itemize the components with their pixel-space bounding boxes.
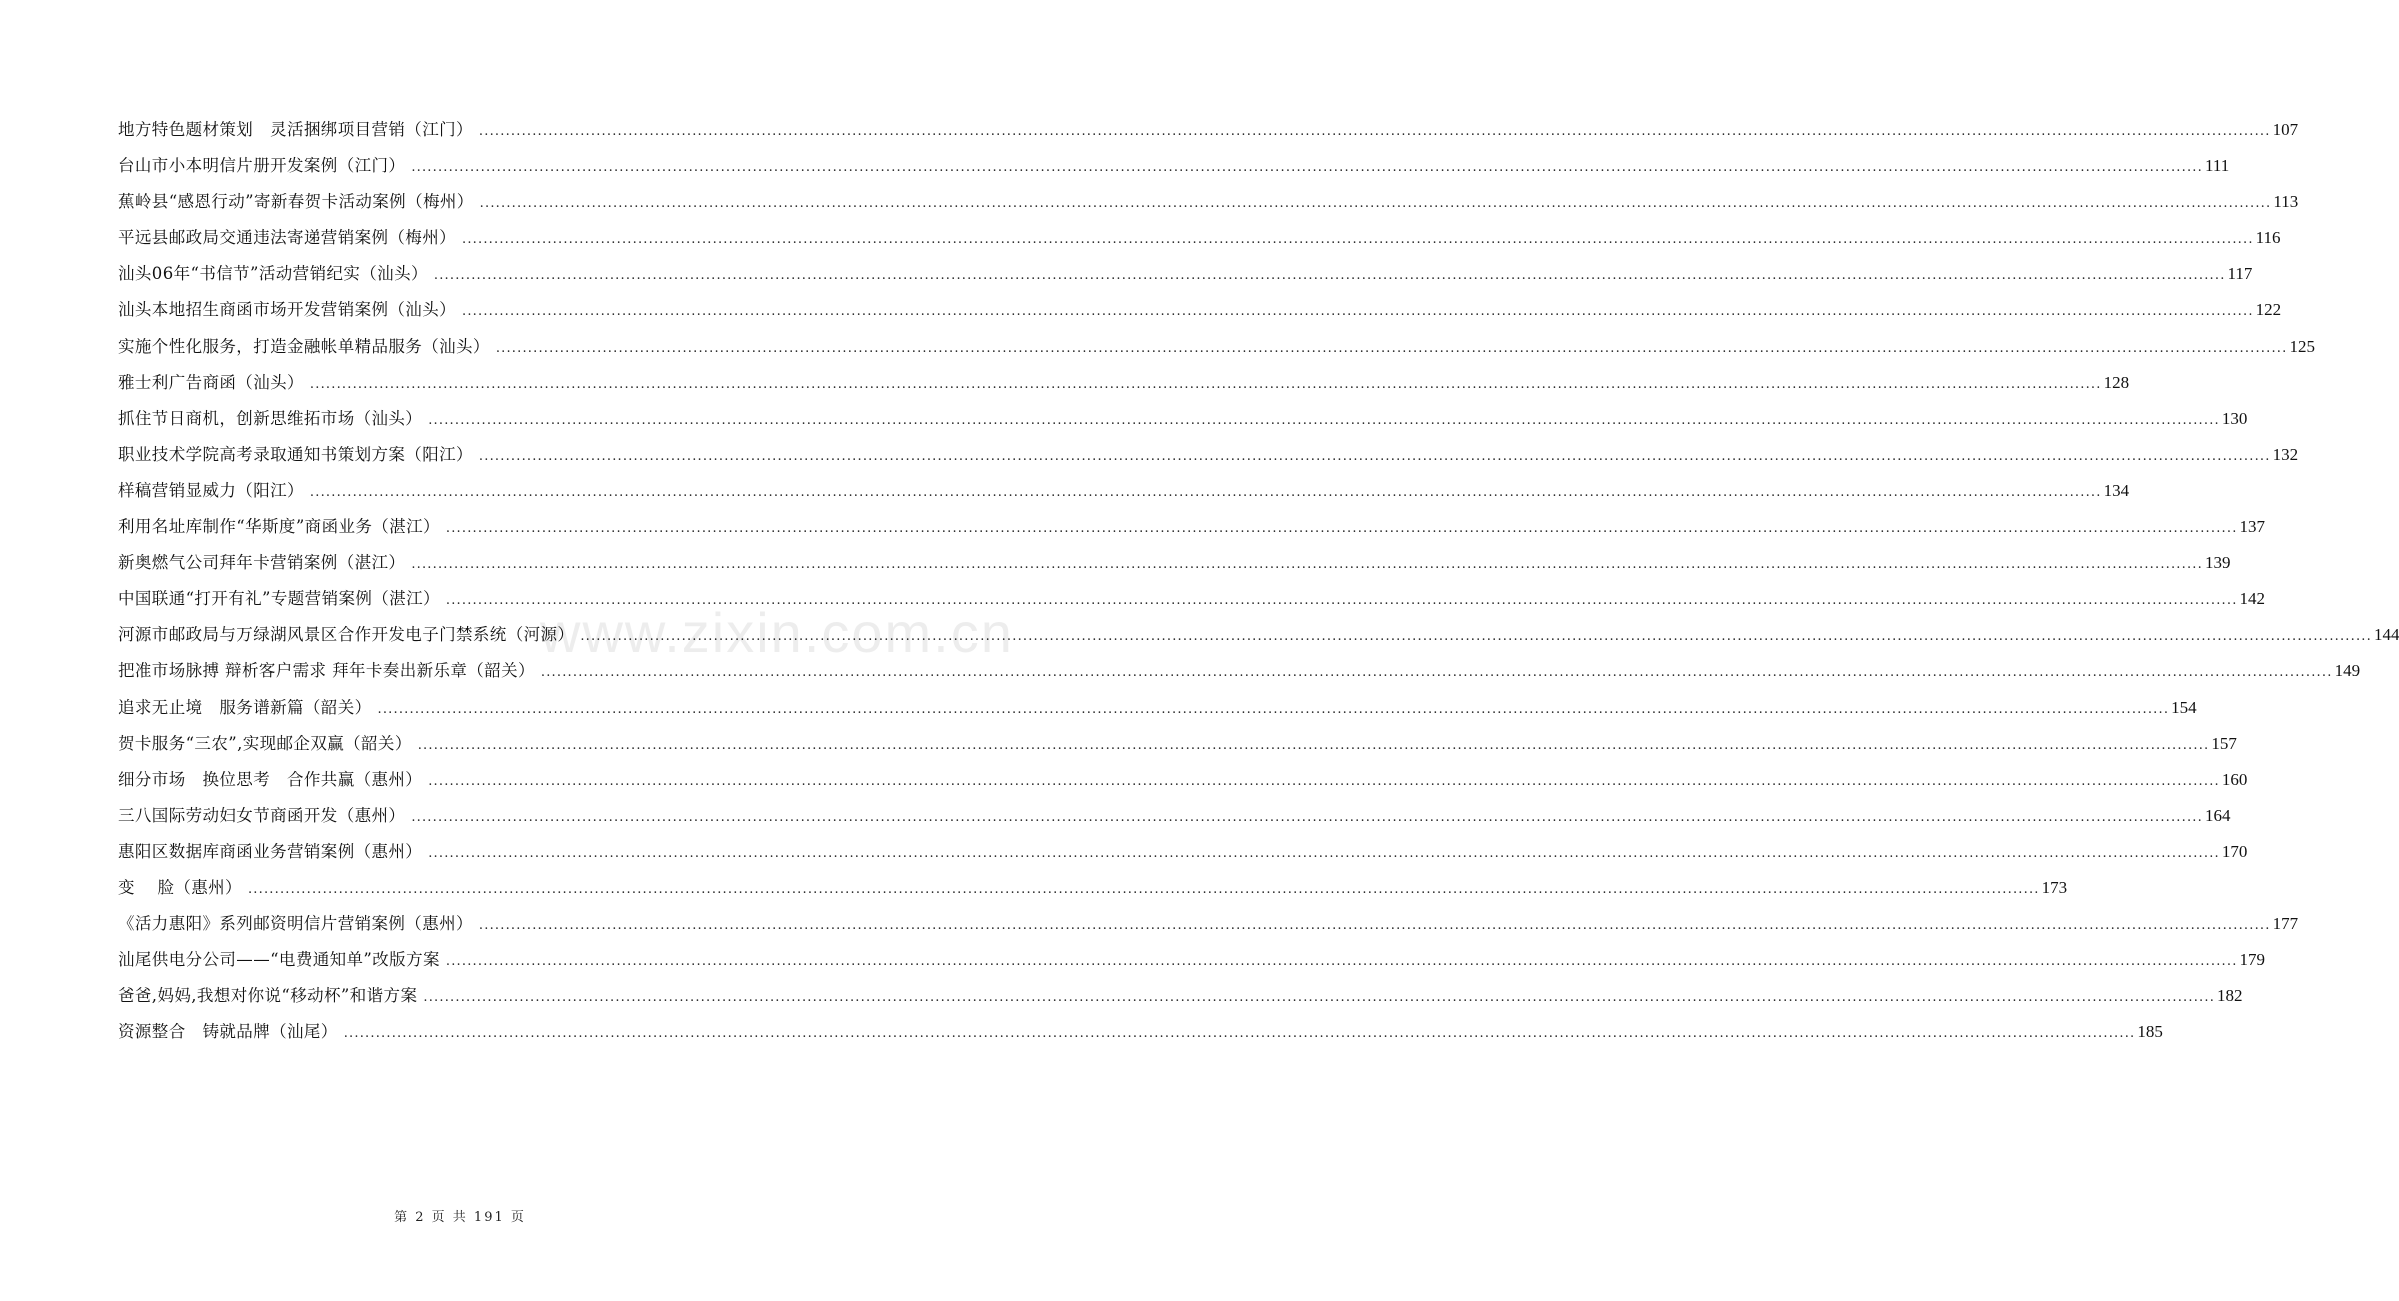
toc-entry-page-number: 149 (2334, 661, 2361, 681)
toc-entry-title: 追求无止境 服务谱新篇（韶关） (118, 697, 372, 717)
toc-entry[interactable] (118, 545, 2231, 581)
toc-entry-title: 资源整合 铸就品牌（汕尾） (118, 1022, 338, 1042)
toc-entry-title: 职业技术学院高考录取通知书策划方案（阳江） (118, 444, 473, 464)
toc-entry-page-number: 111 (2204, 156, 2230, 176)
toc-entry-page-number: 128 (2103, 372, 2130, 392)
toc-entry-title: 贺卡服务“三农”,实现邮企双赢（韶关） (118, 733, 412, 753)
toc-entry-page-number: 154 (2171, 697, 2197, 717)
toc-entry-title: 台山市小本明信片册开发案例（江门） (118, 156, 406, 176)
toc-dot-leader (479, 439, 2271, 475)
toc-entry[interactable] (118, 473, 2130, 509)
toc-dot-leader (479, 114, 2271, 150)
toc-dot-leader (462, 294, 2254, 330)
toc-entry-page-number: 170 (2221, 841, 2248, 861)
toc-dot-leader (411, 150, 2203, 186)
toc-dot-leader (479, 908, 2271, 944)
toc-dot-leader (580, 619, 2372, 655)
toc-entry[interactable] (118, 726, 2237, 762)
toc-entry[interactable] (118, 834, 2248, 870)
toc-entry-page-number: 142 (2239, 589, 2266, 609)
toc-entry-page-number: 179 (2239, 950, 2266, 970)
toc-entry[interactable] (118, 148, 2230, 184)
toc-entry-title: 平远县邮政局交通违法寄递营销案例（梅州） (118, 228, 456, 248)
toc-entry-title: 变 脸（惠州） (118, 877, 242, 897)
toc-dot-leader (310, 475, 2102, 511)
toc-entry-title: 中国联通“打开有礼”专题营销案例（湛江） (118, 589, 440, 609)
toc-entry-title: 细分市场 换位思考 合作共赢（惠州） (118, 769, 423, 789)
toc-entry-title: 地方特色题材策划 灵活捆绑项目营销（江门） (118, 120, 473, 139)
toc-entry-page-number: 132 (2272, 444, 2299, 464)
toc-entry-title: 新奥燃气公司拜年卡营销案例（湛江） (118, 553, 406, 573)
toc-entry-page-number: 157 (2211, 733, 2237, 753)
toc-dot-leader (480, 186, 2272, 222)
toc-entry-page-number: 177 (2272, 914, 2299, 934)
toc-dot-leader (462, 222, 2254, 258)
toc-dot-leader (446, 511, 2238, 547)
toc-entry[interactable] (118, 798, 2231, 834)
toc-entry[interactable] (118, 653, 2361, 689)
page-footer: 第 2 页 共 191 页 (394, 1210, 526, 1225)
toc-entry-page-number: 113 (2273, 192, 2299, 212)
toc-entry-title: 汕头06年“书信节”活动营销纪实（汕头） (118, 264, 428, 284)
toc-entry-page-number: 117 (2227, 264, 2253, 284)
toc-entry-page-number: 185 (2137, 1022, 2163, 1042)
toc-dot-leader (434, 258, 2226, 294)
toc-dot-leader (418, 728, 2210, 764)
toc-entry[interactable] (118, 329, 2315, 365)
toc-entry[interactable] (118, 906, 2299, 942)
toc-entry-page-number: 164 (2204, 805, 2231, 825)
toc-entry[interactable] (118, 365, 2130, 401)
toc-entry[interactable] (118, 870, 2068, 906)
toc-entry-page-number: 107 (2272, 120, 2299, 139)
toc-dot-leader (344, 1016, 2136, 1052)
toc-entry-title: 样稿营销显威力（阳江） (118, 480, 304, 500)
toc-entry-title: 《活力惠阳》系列邮资明信片营销案例（惠州） (118, 914, 473, 934)
watermark: www.zixin.com.cn (540, 601, 1014, 664)
toc-dot-leader (446, 944, 2238, 980)
toc-entry-page-number: 144 (2373, 625, 2399, 645)
toc-entry[interactable] (118, 690, 2197, 726)
toc-entry-page-number: 137 (2239, 517, 2266, 537)
toc-entry-page-number: 125 (2289, 336, 2315, 356)
toc-dot-leader (310, 367, 2102, 403)
toc-entry-title: 三八国际劳动妇女节商函开发（惠州） (118, 805, 406, 825)
toc-dot-leader (248, 872, 2040, 908)
toc-entry-title: 把准市场脉搏 辩析客户需求 拜年卡奏出新乐章（韶关） (118, 661, 535, 681)
toc-dot-leader (428, 403, 2220, 439)
toc-entry[interactable] (118, 112, 2299, 148)
toc-dot-leader (428, 836, 2220, 872)
toc-entry[interactable] (118, 581, 2266, 617)
toc-dot-leader (411, 800, 2203, 836)
toc-entry-page-number: 116 (2255, 228, 2281, 248)
toc-entry[interactable] (118, 256, 2253, 292)
toc-entry-title: 实施个性化服务，打造金融帐单精品服务（汕头） (118, 336, 490, 356)
toc-entry[interactable] (118, 1014, 2163, 1050)
toc-entry-title: 惠阳区数据库商函业务营销案例（惠州） (118, 841, 423, 861)
toc-entry-page-number: 182 (2217, 986, 2243, 1006)
toc-entry[interactable] (118, 437, 2299, 473)
toc-entry-title: 河源市邮政局与万绿湖风景区合作开发电子门禁系统（河源） (118, 625, 575, 645)
toc-entry-title: 蕉岭县“感恩行动”寄新春贺卡活动案例（梅州） (118, 192, 474, 212)
toc-entry-title: 爸爸,妈妈,我想对你说“移动杯”和谐方案 (118, 986, 418, 1006)
toc-dot-leader (378, 692, 2170, 728)
toc-entry[interactable] (118, 220, 2281, 256)
toc-entry-title: 雅士利广告商函（汕头） (118, 372, 304, 392)
toc-entry[interactable] (118, 509, 2266, 545)
toc-dot-leader (496, 331, 2288, 367)
toc-entry-title: 抓住节日商机，创新思维拓市场（汕头） (118, 408, 423, 428)
toc-dot-leader (541, 655, 2333, 691)
toc-dot-leader (428, 764, 2220, 800)
toc-entry-page-number: 134 (2103, 480, 2130, 500)
toc-dot-leader (446, 583, 2238, 619)
toc-entry[interactable] (118, 942, 2266, 978)
toc-entry-page-number: 130 (2221, 408, 2248, 428)
toc-entry[interactable] (118, 762, 2248, 798)
table-of-contents (118, 112, 2399, 1050)
toc-entry-page-number: 160 (2221, 769, 2248, 789)
toc-dot-leader (423, 980, 2215, 1016)
toc-entry-page-number: 173 (2041, 877, 2068, 897)
toc-entry[interactable] (118, 978, 2243, 1014)
toc-entry[interactable] (118, 401, 2248, 437)
toc-entry-title: 汕尾供电分公司——“电费通知单”改版方案 (118, 950, 440, 970)
toc-entry-title: 汕头本地招生商函市场开发营销案例（汕头） (118, 300, 456, 320)
toc-entry-title: 利用名址库制作“华斯度”商函业务（湛江） (118, 517, 440, 537)
toc-entry[interactable] (118, 292, 2282, 328)
toc-entry-page-number: 122 (2255, 300, 2282, 320)
toc-dot-leader (411, 547, 2203, 583)
toc-entry-page-number: 139 (2204, 553, 2231, 573)
toc-entry[interactable] (118, 184, 2299, 220)
